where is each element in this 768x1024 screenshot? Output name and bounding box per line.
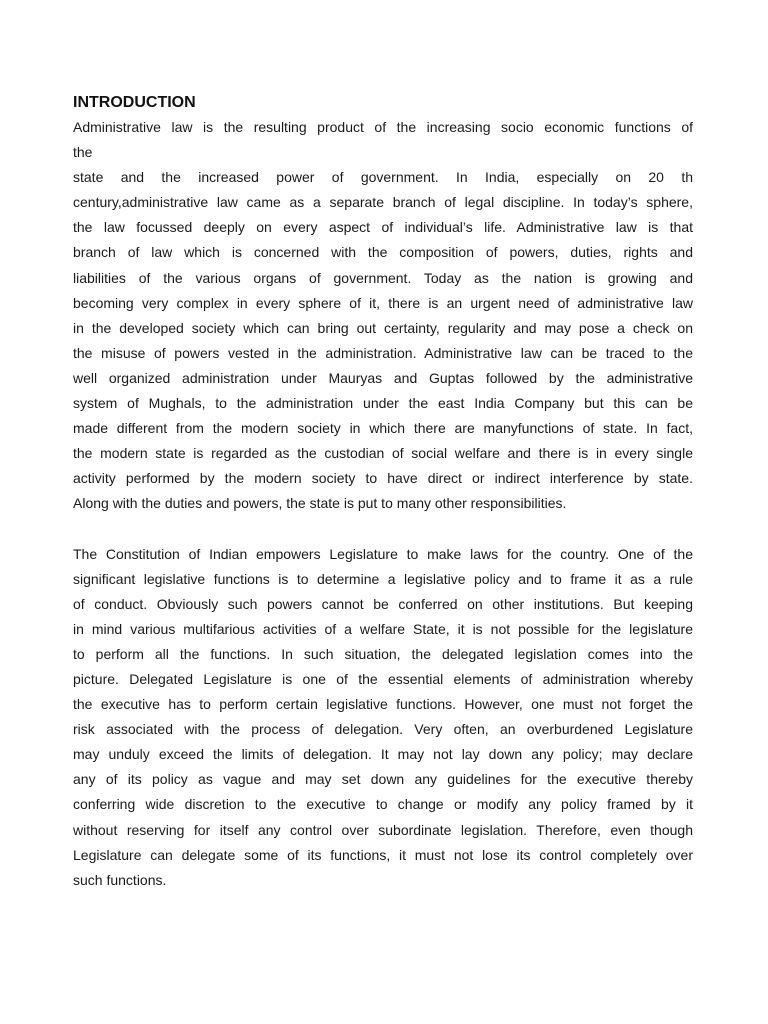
text-line: Administrative law is the resulting product of the increasing socio economic functions of bbox=[73, 119, 693, 135]
text-line: such functions. bbox=[73, 871, 167, 888]
text-line: branch of law which is concerned with the composition of powers, duties, rights and bbox=[73, 244, 693, 261]
text-line: Along with the duties and powers, the state is put to many other responsibilities. bbox=[73, 495, 567, 512]
text-line: liabilities of the various organs of government. Today as the nation is growing and bbox=[73, 269, 693, 286]
text-line: system of Mughals, to the administration under the east India Company but this can be bbox=[73, 395, 693, 412]
text-line: the modern state is regarded as the custodian of social welfare and there is in every single bbox=[73, 445, 693, 462]
text-line: without reserving for itself any control over subordinate legislation. Therefore, even though bbox=[73, 821, 693, 838]
text-line: any of its policy as vague and may set down any guidelines for the executive thereby bbox=[73, 771, 693, 788]
text-line: the bbox=[73, 144, 93, 161]
text-line: conferring wide discretion to the executive to change or modify any policy framed by it bbox=[73, 796, 693, 813]
text-line: The Constitution of Indian empowers Legislature to make laws for the country. One of the bbox=[73, 545, 693, 562]
paragraph-2 bbox=[73, 542, 693, 893]
text-line: well organized administration under Mauryas and Guptas followed by the administrative bbox=[73, 369, 693, 386]
text-line: in the developed society which can bring out certainty, regularity and may pose a check on bbox=[73, 319, 693, 336]
text-line: made different from the modern society in which there are manyfunctions of state. In fact, bbox=[73, 420, 693, 437]
document-page bbox=[73, 92, 693, 893]
paragraph-1 bbox=[73, 115, 693, 517]
paragraph-spacer bbox=[73, 517, 693, 542]
text-line: risk associated with the process of delegation. Very often, an overburdened Legislature bbox=[73, 721, 693, 738]
text-line: picture. Delegated Legislature is one of the essential elements of administration whereby bbox=[73, 670, 693, 687]
text-line: may unduly exceed the limits of delegation. It may not lay down any policy; may declare bbox=[73, 746, 693, 763]
section-heading: INTRODUCTION bbox=[73, 94, 196, 111]
text-line: to perform all the functions. In such situation, the delegated legislation comes into the bbox=[73, 645, 693, 662]
text-line: of conduct. Obviously such powers cannot be conferred on other institutions. But keeping bbox=[73, 595, 693, 612]
text-line: significant legislative functions is to determine a legislative policy and to frame it as a rule bbox=[73, 570, 693, 587]
text-line: becoming very complex in every sphere of it, there is an urgent need of administrative law bbox=[73, 294, 693, 311]
text-line: activity performed by the modern society to have direct or indirect interference by state. bbox=[73, 470, 693, 487]
text-line: the executive has to perform certain legislative functions. However, one must not forget the bbox=[73, 696, 693, 713]
text-line: the misuse of powers vested in the administration. Administrative law can be traced to the bbox=[73, 344, 693, 361]
text-line: century,administrative law came as a separate branch of legal discipline. In today’s sphere, bbox=[73, 194, 693, 211]
text-line: the law focussed deeply on every aspect of individual’s life. Administrative law is that bbox=[73, 219, 693, 236]
text-line: in mind various multifarious activities of a welfare State, it is not possible for the legislature bbox=[73, 620, 693, 637]
text-line: Legislature can delegate some of its functions, it must not lose its control completely over bbox=[73, 846, 693, 863]
text-line: state and the increased power of government. In India, especially on 20 th bbox=[73, 169, 693, 186]
